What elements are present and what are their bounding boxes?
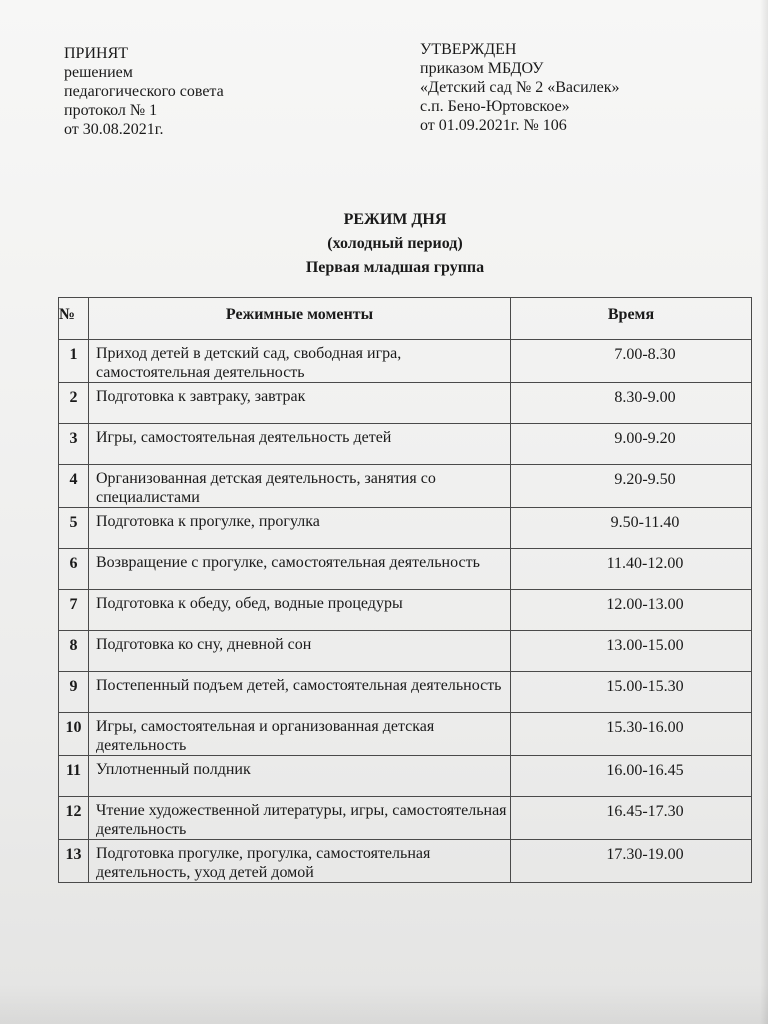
table-row xyxy=(59,797,752,840)
table-row xyxy=(59,840,752,883)
header-moments: Режимные моменты xyxy=(89,298,511,340)
row-number: 10 xyxy=(59,713,89,756)
table-row xyxy=(59,672,752,713)
approved-line: приказом МБДОУ xyxy=(420,60,544,77)
table-row xyxy=(59,590,752,631)
row-time: 15.00-15.30 xyxy=(511,672,752,713)
table-row xyxy=(59,508,752,549)
row-number: 9 xyxy=(59,672,89,713)
page-shadow-right xyxy=(760,0,768,1024)
table-row xyxy=(59,465,752,508)
row-number: 8 xyxy=(59,631,89,672)
row-time: 12.00-13.00 xyxy=(511,590,752,631)
row-moment: Чтение художественной литературы, игры, самостоятельная деятельность xyxy=(89,797,511,840)
row-moment: Постепенный подъем детей, самостоятельная деятельность xyxy=(89,672,511,713)
row-time: 11.40-12.00 xyxy=(511,549,752,590)
header-number: № xyxy=(59,298,89,340)
row-number: 6 xyxy=(59,549,89,590)
approved-line: «Детский сад № 2 «Василек» xyxy=(420,79,620,96)
row-moment: Игры, самостоятельная деятельность детей xyxy=(89,424,511,465)
row-number: 13 xyxy=(59,840,89,883)
title-main: РЕЖИМ ДНЯ xyxy=(343,211,447,228)
accepted-line: решением xyxy=(64,64,133,81)
row-moment: Подготовка прогулке, прогулка, самостоятельная деятельность, уход детей домой xyxy=(89,840,511,883)
table-row xyxy=(59,756,752,797)
table-row xyxy=(59,383,752,424)
accepted-heading: ПРИНЯТ xyxy=(64,45,129,62)
row-moment: Уплотненный полдник xyxy=(89,756,511,797)
row-number: 11 xyxy=(59,756,89,797)
row-moment: Подготовка к завтраку, завтрак xyxy=(89,383,511,424)
table-row xyxy=(59,424,752,465)
row-number: 4 xyxy=(59,465,89,508)
approved-line: с.п. Бено-Юртовское» xyxy=(420,98,570,115)
table-row xyxy=(59,549,752,590)
row-moment: Игры, самостоятельная и организованная детская деятельность xyxy=(89,713,511,756)
row-time: 9.50-11.40 xyxy=(511,508,752,549)
accepted-stamp-block xyxy=(64,44,224,139)
row-moment: Подготовка ко сну, дневной сон xyxy=(89,631,511,672)
row-moment: Организованная детская деятельность, занятия со специалистами xyxy=(89,465,511,508)
row-time: 16.45-17.30 xyxy=(511,797,752,840)
table-row xyxy=(59,340,752,383)
row-time: 9.20-9.50 xyxy=(511,465,752,508)
row-time: 13.00-15.00 xyxy=(511,631,752,672)
row-number: 7 xyxy=(59,590,89,631)
accepted-line: педагогического совета xyxy=(64,83,224,100)
accepted-date: от 30.08.2021г. xyxy=(64,121,164,138)
document-title xyxy=(0,208,768,280)
row-number: 2 xyxy=(59,383,89,424)
row-moment: Подготовка к прогулке, прогулка xyxy=(89,508,511,549)
row-number: 12 xyxy=(59,797,89,840)
row-time: 15.30-16.00 xyxy=(511,713,752,756)
approved-heading: УТВЕРЖДЕН xyxy=(420,41,517,58)
row-time: 17.30-19.00 xyxy=(511,840,752,883)
table-row xyxy=(59,631,752,672)
schedule-table xyxy=(58,297,752,883)
row-time: 8.30-9.00 xyxy=(511,383,752,424)
row-number: 1 xyxy=(59,340,89,383)
row-moment: Возвращение с прогулке, самостоятельная деятельность xyxy=(89,549,511,590)
approved-stamp-block xyxy=(420,40,620,135)
row-number: 3 xyxy=(59,424,89,465)
accepted-line: протокол № 1 xyxy=(64,102,158,119)
row-number: 5 xyxy=(59,508,89,549)
row-moment: Приход детей в детский сад, свободная игра, самостоятельная деятельность xyxy=(89,340,511,383)
row-moment: Подготовка к обеду, обед, водные процедуры xyxy=(89,590,511,631)
table-header-row xyxy=(59,298,752,340)
row-time: 9.00-9.20 xyxy=(511,424,752,465)
table-row xyxy=(59,713,752,756)
approved-date: от 01.09.2021г. № 106 xyxy=(420,117,567,134)
row-time: 16.00-16.45 xyxy=(511,756,752,797)
title-group: Первая младшая группа xyxy=(305,259,485,276)
row-time: 7.00-8.30 xyxy=(511,340,752,383)
title-period: (холодный период) xyxy=(327,235,463,252)
header-time: Время xyxy=(511,298,752,340)
page-shadow-bottom xyxy=(0,984,768,1024)
